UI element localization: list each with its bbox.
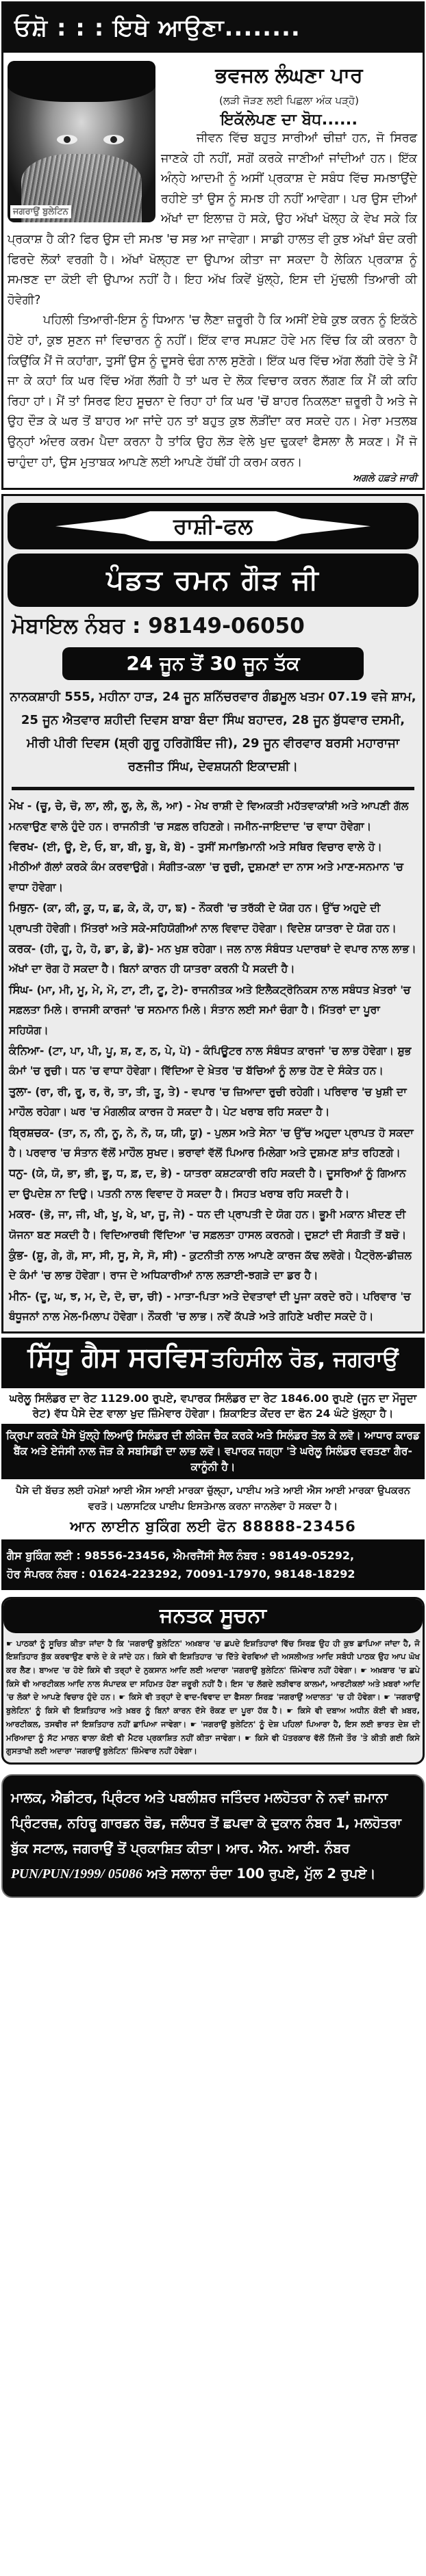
sign-text: - (ਹੀ, ਹੂ, ਹੇ, ਹੋ, ਡਾ, ਡੇ, ਡੋ)- ਮਨ ਖੁਸ਼ ਰਹੇਗਾ। ਜਲ ਨਾਲ ਸੰਬੰਧਤ ਪਦਾਰਥਾਂ ਦੇ ਵਪਾਰ ਨਾਲ ਲਾਭ। ਅੱਖਾਂ ਦਾ ਰੋਗ ਹੋ ਸਕਦਾ ਹੈ। ਬਿਨਾਂ ਕਾਰਨ ਹੀ ਯਾਤਰਾ ਕਰਨੀ ਪੈ ਸਕਦੀ ਹੈ। bbox=[9, 942, 416, 976]
gas-service-advertisement bbox=[1, 1338, 425, 1590]
mobile-number: 98149-06050 bbox=[148, 614, 305, 639]
zodiac-sign-dhanu bbox=[8, 1163, 418, 1204]
pointing-hand-icon: ☛ bbox=[6, 1639, 13, 1648]
zodiac-sign-singh bbox=[8, 980, 418, 1041]
newspaper-page bbox=[0, 1, 426, 1898]
pointing-hand-icon: ☛ bbox=[245, 1733, 252, 1743]
sign-name: ਬ੍ਰਿਸ਼ਚਕ bbox=[9, 1126, 50, 1139]
osho-portrait-image bbox=[8, 61, 155, 222]
sign-text: - (ਰਾ, ਰੀ, ਰੂ, ਰ, ਰੋ, ਤਾ, ਤੀ, ਤੂ, ਤੇ) - ਵਪਾਰ 'ਚ ਜ਼ਿਆਦਾ ਰੁਚੀ ਰਹੇਗੀ। ਪਰਿਵਾਰ 'ਚ ਖੁਸ਼ੀ ਦਾ ਮਾਹੌਲ ਰਹੇਗਾ। ਘਰ 'ਚ ਮੰਗਲੀਕ ਕਾਰਜ ਹੋ ਸਕਦਾ ਹੈ। ਪੇਟ ਖਰਾਬ ਰਹਿ ਸਕਦਾ ਹੈ। bbox=[9, 1085, 407, 1119]
zodiac-sign-meen bbox=[8, 1286, 418, 1327]
sign-text: - (ਦੂ, ਘ, ਝ, ਮ, ਦੇ, ਦੋ, ਚਾ, ਚੀ) - ਮਾਤਾ-ਪਿਤਾ ਅਤੇ ਦੇਵਤਾਵਾਂ ਦੀ ਪੂਜਾ ਕਰਦੇ ਰਹੋ। ਪਰਿਵਾਰ 'ਚ ਬੰਧੂਜਨਾਂ ਨਾਲ ਮੇਲ-ਮਿਲਾਪ ਹੋਵੇਗਾ। ਨੌਕਰੀ 'ਚ ਲਾਭ। ਨਵੇਂ ਕੱਪੜੇ ਅਤੇ ਗਹਿਣੇ ਖਰੀਦ ਸਕਦੇ ਹੋ। bbox=[9, 1290, 411, 1323]
notice-item: ਕਿਸੇ ਵੀ ਤਰ੍ਹਾਂ ਦੇ ਵਾਦ-ਵਿਵਾਦ ਦਾ ਫੈਸਲਾ ਸਿਰਫ਼ 'ਜਗਰਾਉਂ ਅਦਾਲਤ' 'ਚ ਹੀ ਹੋਵੇਗਾ। bbox=[128, 1692, 381, 1702]
public-notice-title: ਜਨਤਕ ਸੂਚਨਾ bbox=[3, 1599, 423, 1633]
notice-item: ਕਿਸੇ ਵੀ ਪੱਤਰਕਾਰ ਵੱਲੋਂ ਨਿੱਜੀ ਤੌਰ 'ਤੇ ਕੀਤੀ ਗਈ ਕਿਸੇ ਗੁਸਤਾਖੀ ਲਈ ਅਦਾਰਾ 'ਜਗਰਾਉਂ ਬੁਲੇਟਿਨ' ਜ਼ਿੰਮੇਵਾਰ ਨਹੀਂ ਹੋਵੇਗਾ। bbox=[6, 1732, 420, 1756]
section-divider bbox=[12, 787, 414, 790]
pointing-hand-icon: ☛ bbox=[118, 1693, 126, 1702]
sign-text: - (ਸ਼ੂ, ਗੇ, ਗੋ, ਸਾ, ਸੀ, ਸੂ, ਸੇ, ਸੋ, ਸੀ) - ਕੁਟਨੀਤੀ ਨਾਲ ਆਪਣੇ ਕਾਰਜ ਕੱਢ ਲਵੋਗੇ। ਪੈਟ੍ਰੋਲ-ਡੀਜ਼ਲ ਦੇ ਕੰਮਾਂ 'ਚ ਲਾਭ ਹੋਵੇਗਾ। ਰਾਜ ਦੇ ਅਧਿਕਾਰੀਆਂ ਨਾਲ ਲੜਾਈ-ਝਗੜੇ ਦਾ ਡਰ ਹੈ। bbox=[9, 1249, 412, 1282]
gas-service-heading bbox=[1, 1338, 425, 1388]
rni-number-bold: PUN/PUN bbox=[11, 1866, 70, 1882]
sign-name: ਕੁੰਭ bbox=[9, 1249, 24, 1262]
zodiac-sign-list bbox=[8, 796, 418, 1327]
osho-paragraph: ਪਹਿਲੀ ਤਿਆਰੀ-ਇਸ ਨੂੰ ਧਿਆਨ 'ਚ ਲੈਣਾ ਜ਼ਰੂਰੀ ਹੈ ਕਿ ਅਸੀਂ ਏਥੇ ਕੁਝ ਕਰਨ ਨੂੰ ਇਕੱਠੇ ਹੋਏ ਹਾਂ, ਕੁਝ ਸੁਣਨ ਜਾਂ ਵਿਚਾਰਨ ਨੂੰ ਨਹੀਂ। ਇੱਕ ਵਾਰ ਸਪਸ਼ਟ ਹੋਵੇ ਮਨ ਵਿੱਚ ਕਿ ਕੀ ਕਰਨਾ ਹੈ ਕਿਉਂਕਿ ਮੈਂ ਜੋ ਕਹਾਂਗਾ, ਤੁਸੀਂ ਉਸ ਨੂੰ ਦੂਸਰੇ ਢੰਗ ਨਾਲ ਸੁਣੋਗੇ। ਇੱਕ ਘਰ ਵਿੱਚ ਅੱਗ ਲੱਗੀ ਹੋਵੇ ਤੇ ਮੈਂ ਜਾ ਕੇ ਕਹਾਂ ਕਿ ਘਰ ਵਿੱਚ ਅੱਗ ਲੱਗੀ ਹੈ ਤਾਂ ਘਰ ਦੇ ਲੋਕ ਵਿਚਾਰ ਕਰਨ ਲੱਗਣ ਕਿ ਮੈਂ ਕੀ ਕਹਿ ਰਿਹਾ ਹਾਂ। ਮੈਂ ਤਾਂ ਸਿਰਫ ਇਹ ਸੂਚਨਾ ਦੇ ਰਿਹਾ ਹਾਂ ਕਿ ਘਰ 'ਚੋਂ ਬਾਹਰ ਨਿਕਲਣਾ ਜ਼ਰੂਰੀ ਹੈ ਅਤੇ ਜੇ ਉਹ ਦੌੜ ਕੇ ਘਰ ਤੋਂ ਬਾਹਰ ਆ ਜਾਂਦੇ ਹਨ ਤਾਂ ਬਹੁਤ ਕੁਝ ਲੋੜੀਂਦਾ ਕਰ ਸਕਦੇ ਹਨ। ਮੇਰਾ ਮਤਲਬ ਉਨ੍ਹਾਂ ਅੰਦਰ ਕਰਮ ਪੈਦਾ ਕਰਨਾ ਹੈ ਤਾਂਕਿ ਉਹ ਲੋੜ ਵੇਲੇ ਖੁਦ ਢੁਕਵਾਂ ਫੈਸਲਾ ਲੈ ਸਕਣ। ਮੈਂ ਜੋ ਚਾਹੁੰਦਾ ਹਾਂ, ਉਸ ਮੁਤਾਬਕ ਆਪਣੇ ਲਈ ਆਪਣੇ ਹੱਥੀਂ ਹੀ ਕਰਮ ਕਰਨ। bbox=[8, 313, 417, 469]
publisher-imprint bbox=[1, 1774, 425, 1898]
sign-text: - (ਟਾ, ਪਾ, ਪੀ, ਪੂ, ਸ਼, ਣ, ਠ, ਪੇ, ਪੋ) - ਕੰਪਿਊਟਰ ਨਾਲ ਸੰਬੰਧਤ ਕਾਰਜਾਂ 'ਚ ਲਾਭ ਹੋਵੇਗਾ। ਸ਼ੁਭ ਕੰਮਾਂ 'ਚ ਰੁਚੀ। ਧਨ 'ਚ ਵਾਧਾ ਹੋਵੇਗਾ। ਵਿੱਦਿਆ ਦੇ ਖ਼ੇਤਰ 'ਚ ਬੱਚਿਆਂ ਨੂੰ ਲਾਭ ਹੋਣ ਦੇ ਸੰਕੇਤ ਹਨ। bbox=[9, 1044, 412, 1078]
imprint-text: ਮਾਲਕ, ਐਡੀਟਰ, ਪ੍ਰਿੰਟਰ ਅਤੇ ਪਬਲੀਸ਼ਰ ਜਤਿੰਦਰ ਮਲਹੋਤਰਾ ਨੇ ਨਵਾਂ ਜ਼ਮਾਨਾ ਪ੍ਰਿੰਟਰਜ਼, ਨਹਿਰੂ ਗਾਰਡਨ ਰੋਡ, ਜਲੰਧਰ ਤੋਂ ਛਪਵਾ ਕੇ ਦੁਕਾਨ ਨੰਬਰ 1, ਮਲਹੋਤਰਾ ਬੁੱਕ ਸਟਾਲ, ਜਗਰਾਉਂ ਤੋਂ ਪ੍ਰਕਾਸ਼ਿਤ ਕੀਤਾ। ਆਰ. ਐਨ. ਆਈ. ਨੰਬਰ bbox=[11, 1789, 401, 1856]
gas-service-name: ਸਿੱਧੂ ਗੈਸ ਸਰਵਿਸ bbox=[27, 1341, 208, 1373]
gas-service-location: ਤਹਿਸੀਲ ਰੋਡ, ਜਗਰਾਉਂ bbox=[211, 1345, 399, 1372]
pointing-hand-icon: ☛ bbox=[190, 1719, 197, 1729]
zodiac-sign-mithun bbox=[8, 898, 418, 939]
zodiac-sign-tula bbox=[8, 1082, 418, 1123]
osho-column-header: ਓਸ਼ੋ : : : ਇਥੇ ਆਉਣਾ........ bbox=[3, 3, 423, 53]
cap-shape bbox=[8, 61, 155, 102]
pointing-hand-icon: ☛ bbox=[360, 1666, 368, 1676]
customer-advice: ਕ੍ਰਿਪਾ ਕਰਕੇ ਪੈਸੇ ਖੁੱਲ੍ਹੇ ਲਿਆਉ ਸਿਲੰਡਰ ਦੀ ਲੀਕੇਜ ਚੈਕ ਕਰਕੇ ਅਤੇ ਸਿਲੰਡਰ ਤੋਲ ਕੇ ਲਵੋ। ਆਧਾਰ ਕਾਰਡ ਬੈਂਕ ਅਤੇ ਏਜੰਸੀ ਨਾਲ ਜੋੜ ਕੇ ਸਬਸਿਡੀ ਦਾ ਲਾਭ ਲਵੋ। ਵਪਾਰਕ ਜਗ੍ਹਾ 'ਤੇ ਘਰੇਲੂ ਸਿਲੰਡਰ ਵਰਤਣਾ ਗੈਰ-ਕਾਨੂੰਨੀ ਹੈ। bbox=[5, 1429, 421, 1473]
sign-name: ਮਕਰ bbox=[9, 1208, 32, 1221]
astrologer-name: ਪੰਡਤ ਰਮਨ ਗੌੜ ਜੀ bbox=[8, 554, 418, 607]
sign-text: - (ਈ, ਊ, ਏ, ਓ, ਬਾ, ਬੀ, ਬੂ, ਬੇ, ਬੋ) - ਤੁਸੀਂ ਸਮਾਭਿਮਾਨੀ ਅਤੇ ਸਥਿਰ ਵਿਚਾਰ ਵਾਲੇ ਹੋ। ਮੀਠੀਆਂ ਗੱਲਾਂ ਕਰਕੇ ਕੰਮ ਕਰਵਾਉਗੇ। ਸੰਗੀਤ-ਕਲਾ 'ਚ ਰੁਚੀ, ਦੁਸ਼ਮਣਾਂ ਦਾ ਨਾਸ ਅਤੇ ਮਾਣ-ਸਨਮਾਨ 'ਚ ਵਾਧਾ ਹੋਵੇਗਾ। bbox=[9, 840, 403, 894]
mobile-label: ਮੋਬਾਇਲ ਨੰਬਰ : bbox=[12, 614, 141, 639]
osho-article-title: ਭਵਜਲ ਲੰਘਣਾ ਪਾਰ bbox=[215, 64, 363, 88]
sign-name: ਕੰਨਿਆ bbox=[9, 1043, 40, 1057]
sign-text: - (ਯੇ, ਯੋ, ਭਾ, ਭੀ, ਭੂ, ਧ, ਫ਼, ਦ, ਭੇ) - ਯਾਤਰਾ ਕਸ਼ਟਕਾਰੀ ਰਹਿ ਸਕਦੀ ਹੈ। ਦੂਸਰਿਆਂ ਨੂੰ ਗਿਆਨ ਦਾ ਉਪਦੇਸ਼ ਨਾ ਦਿਉ। ਪਤਨੀ ਨਾਲ ਵਿਵਾਦ ਹੋ ਸਕਦਾ ਹੈ। ਸਿਹਤ ਖਰਾਬ ਰਹਿ ਸਕਦੀ ਹੈ। bbox=[9, 1167, 406, 1200]
sign-name: ਵਿਰਖ bbox=[9, 840, 34, 853]
public-notice bbox=[1, 1597, 425, 1765]
notice-item: 'ਜਗਰਾਉਂ ਬੁਲੇਟਿਨ' ਨੂੰ ਕਿਸੇ ਵੀ ਇਸ਼ਤਿਹਾਰ ਅਤੇ ਖ਼ਬਰ ਨੂੰ ਬਿਨਾਂ ਕਾਰਨ ਦੱਸੇ ਰੋਕਣ ਦਾ ਪੂਰਾ ਹੱਕ ਹੈ। bbox=[6, 1692, 420, 1716]
zodiac-sign-karak bbox=[8, 939, 418, 980]
osho-column-body bbox=[3, 53, 423, 488]
cylinder-rates: ਘਰੇਲੂ ਸਿਲੰਡਰ ਦਾ ਰੇਟ 1129.00 ਰੁਪਏ, ਵਪਾਰਕ ਸਿਲੰਡਰ ਦਾ ਰੇਟ 1846.00 ਰੁਪਏ (ਜੂਨ ਦਾ ਮੌਜੂਦਾ ਰੇਟ) ਵੱਧ ਪੈਸੇ ਦੇਣ ਵਾਲਾ ਖੁਦ ਜ਼ਿੰਮੇਵਾਰ ਹੋਵੇਗਾ। ਸ਼ਿਕਾਇਤ ਕੇਂਦਰ ਦਾ ਫੋਨ 24 ਘੰਟੇ ਖੁੱਲ੍ਹਾ ਹੈ। bbox=[1, 1388, 425, 1424]
contact-numbers bbox=[1, 1539, 425, 1583]
zodiac-sign-virakh bbox=[8, 837, 418, 898]
zodiac-sign-kanya bbox=[8, 1041, 418, 1082]
sign-text: - (ਭੋ, ਜਾ, ਜੀ, ਖੀ, ਖੂ, ਖੇ, ਖਾ, ਜੂ, ਜੇ) - ਧਨ ਦੀ ਪ੍ਰਾਪਤੀ ਦੇ ਯੋਗ ਹਨ। ਭੂਮੀ ਮਕਾਨ ਖ਼ੀਦਣ ਦੀ ਯੋਜਨਾ ਬਣ ਸਕਦੀ ਹੈ। ਵਿਦਿਆਰਥੀ ਵਿੱਦਿਆ 'ਚ ਸਫ਼ਲਤਾ ਹਾਸਲ ਕਰਨਗੇ। ਦੁਸ਼ਟਾਂ ਦੀ ਸੰਗਤੀ ਤੋਂ ਬਚੋ। bbox=[9, 1208, 407, 1241]
astrologer-mobile bbox=[12, 614, 418, 639]
calendar-events: ਨਾਨਕਸ਼ਾਹੀ 555, ਮਹੀਨਾ ਹਾੜ, 24 ਜੂਨ ਸ਼ਨਿੱਚਰਵਾਰ ਗੰਡਮੂਲ ਖਤਮ 07.19 ਵਜੇ ਸ਼ਾਮ, 25 ਜੂਨ ਐਤਵਾਰ ਸ਼ਹੀਦੀ ਦਿਵਸ ਬਾਬਾ ਬੰਦਾ ਸਿੰਘ ਬਹਾਦਰ, 28 ਜੂਨ ਬੁੱਧਵਾਰ ਦਸਮੀ, ਮੀਰੀ ਪੀਰੀ ਦਿਵਸ (ਸ਼੍ਰੀ ਗੁਰੂ ਹਰਿਗੋਬਿੰਦ ਜੀ), 29 ਜੂਨ ਵੀਰਵਾਰ ਬਰਸੀ ਮਹਾਰਾਜਾ ਰਣਜੀਤ ਸਿੰਘ, ਦੇਵਸ਼ਯਨੀ ਇਕਾਦਸ਼ੀ। bbox=[10, 690, 416, 775]
pointing-hand-icon: ☛ bbox=[384, 1693, 391, 1702]
notice-item: 'ਜਗਰਾਉਂ ਬੁਲੇਟਿਨ' ਨੂੰ ਦੇਸ਼ ਪਹਿਲਾਂ ਪਿਆਰਾ ਹੈ, ਇਸ ਲਈ ਭਾਰਤ ਦੇਸ਼ ਦੀ ਮਰਿਆਦਾ ਨੂੰ ਸੱਟ ਮਾਰਨ ਵਾਲਾ ਕੋਈ ਵੀ ਮੈਟਰ ਪ੍ਰਕਾਸ਼ਿਤ ਨਹੀਂ ਕੀਤਾ ਜਾਵੇਗਾ। bbox=[6, 1719, 420, 1743]
zodiac-sign-makar bbox=[8, 1204, 418, 1245]
left-eye-shape bbox=[57, 135, 77, 144]
public-notice-text bbox=[3, 1633, 423, 1762]
sign-text: - (ਤਾ, ਨ, ਨੀ, ਨੂ, ਨੇ, ਨੋ, ਯ, ਯੀ, ਯੂ) - ਪੁਲਸ ਅਤੇ ਸੇਨਾ 'ਚ ਉੱਚ ਅਹੁਦਾ ਪ੍ਰਾਪਤ ਹੋ ਸਕਦਾ ਹੈ। ਪਰਵਾਰ 'ਚ ਸੰਤਾਨ ਵੱਲੋਂ ਮਾਹੌਲ ਸੁਖਦ। ਭਰਾਵਾਂ ਵੱਲੋਂ ਪਿਆਰ ਮਿਲੇਗਾ ਅਤੇ ਦੁਸ਼ਮਣ ਸ਼ਾਂਤ ਰਹਿਣਗੇ। bbox=[9, 1126, 414, 1159]
notice-item: ਕਿਸੇ ਵੀ ਦਬਾਅ ਅਧੀਨ ਕੋਈ ਵੀ ਖ਼ਬਰ, ਆਰਟੀਕਲ, ਤਸਵੀਰ ਜਾਂ ਇਸ਼ਤਿਹਾਰ ਨਹੀਂ ਛਾਪਿਆ ਜਾਵੇਗਾ। bbox=[6, 1706, 420, 1729]
notice-item: ਪਾਠਕਾਂ ਨੂੰ ਸੂਚਿਤ ਕੀਤਾ ਜਾਂਦਾ ਹੈ ਕਿ 'ਜਗਰਾਉਂ ਬੁਲੇਟਿਨ' ਅਖ਼ਬਾਰ 'ਚ ਛਪਦੇ ਇਸ਼ਤਿਹਾਰਾਂ ਵਿੱਚ ਸਿਰਫ਼ ਉਹ ਹੀ ਕੁਝ ਛਾਪਿਆ ਜਾਂਦਾ ਹੈ, ਜੋ ਇਸ਼ਤਿਹਾਰ ਬੁੱਕ ਕਰਵਾਉਣ ਵਾਲੇ ਦੇ ਕੇ ਜਾਂਦੇ ਹਨ। ਕਿਸੇ ਵੀ ਇਸ਼ਤਿਹਾਰ 'ਚ ਦਿੱਤੇ ਵੇਰਵਿਆਂ ਦੀ ਅਸਲੀਅਤ ਆਦਿ ਸਬੰਧੀ ਪਾਠਕ ਉਹ ਆਪ ਘੋਖ ਕਰ ਲੈਣ। ਬਾਅਦ 'ਚ ਹੋਏ ਕਿਸੇ ਵੀ ਤਰ੍ਹਾਂ ਦੇ ਨੁਕਸਾਨ ਆਦਿ ਲਈ ਅਦਾਰਾ 'ਜਗਰਾਉਂ ਬੁਲੇਟਿਨ' ਜ਼ਿੰਮੇਵਾਰ ਨਹੀਂ ਹੋਵੇਗਾ। bbox=[6, 1638, 420, 1676]
right-eye-shape bbox=[103, 135, 124, 144]
sign-text: - (ਚੂ, ਚੇ, ਚੋ, ਲਾ, ਲੀ, ਲੂ, ਲੇ, ਲੋ, ਆ) - ਮੇਖ ਰਾਸ਼ੀ ਦੇ ਵਿਅਕਤੀ ਮਹੱਤਵਾਕਾਂਸ਼ੀ ਅਤੇ ਆਪਣੀ ਗੱਲ ਮਨਵਾਉਣ ਵਾਲੇ ਹੁੰਦੇ ਹਨ। ਰਾਜਨੀਤੀ 'ਚ ਸਫ਼ਲ ਰਹਿਣਗੇ। ਜਮੀਨ-ਜਾਇਦਾਦ 'ਚ ਵਾਧਾ ਹੋਵੇਗਾ। bbox=[9, 800, 409, 833]
horoscope-section bbox=[1, 494, 425, 1333]
horoscope-title: ਰਾਸ਼ੀ-ਫਲ bbox=[173, 512, 253, 539]
sign-name: ਤੁਲਾ bbox=[9, 1084, 27, 1098]
contact-line: ਹੋਰ ਸੰਪਰਕ ਨੰਬਰ : 01624-223292, 70091-17970, 98148-18292 bbox=[7, 1567, 355, 1580]
imprint-text: ਅਤੇ ਸਲਾਨਾ ਚੰਦਾ 100 ਰੁਪਏ, ਮੁੱਲ 2 ਰੁਪਏ। bbox=[142, 1865, 376, 1882]
continued-next-week: ਅਗਲੇ ਹਫ਼ਤੇ ਜਾਰੀ bbox=[353, 473, 417, 484]
zodiac-sign-kumbh bbox=[8, 1245, 418, 1286]
sign-name: ਮੇਖ bbox=[9, 799, 24, 813]
safety-text: ਪੈਸੇ ਦੀ ਬੱਚਤ ਲਈ ਹਮੇਸ਼ਾਂ ਆਈ ਐਸ ਆਈ ਮਾਰਕਾ ਚੁੱਲ੍ਹਾ, ਪਾਈਪ ਅਤੇ ਆਈ ਐਸ ਆਈ ਮਾਰਕਾ ਉਪਕਰਨ ਵਰਤੋ। ਪਲਾਸਟਿਕ ਪਾਈਪ ਇਸਤੇਮਾਲ ਕਰਨਾ ਜਾਨਲੇਵਾ ਹੋ ਸਕਦਾ ਹੈ। bbox=[16, 1485, 410, 1512]
pointing-hand-icon: ☛ bbox=[286, 1706, 294, 1716]
rni-number-rest: /1999/ 05086 bbox=[69, 1866, 142, 1882]
newspaper-watermark-logo: ਜਗਰਾਉਂ ਬੁਲੇਟਿਨ bbox=[10, 205, 71, 218]
sign-name: ਕਰਕ bbox=[9, 941, 32, 955]
osho-paragraph: ਜੀਵਨ ਵਿੱਚ ਬਹੁਤ ਸਾਰੀਆਂ ਚੀਜ਼ਾਂ ਹਨ, ਜੋ ਸਿਰਫ ਜਾਣਕੇ ਹੀ ਨਹੀਂ, ਸਗੋਂ ਕਰਕੇ ਜਾਣੀਆਂ ਜਾਂਦੀਆਂ ਹਨ। ਇੱਕ ਅੰਨ੍ਹੇ ਆਦਮੀ ਨੂੰ ਅਸੀਂ ਪ੍ਰਕਾਸ਼ ਦੇ ਸਬੰਧ ਵਿੱਚ ਸਮਝਾਉਂਦੇ ਰਹੀਏ ਤਾਂ ਉਸ ਨੂੰ ਸਮਝ ਹੀ ਨਹੀਂ ਆਵੇਗਾ। ਪਰ ਉਸ ਦੀਆਂ ਅੱਖਾਂ ਦਾ ਇਲਾਜ਼ ਹੋ ਸਕੇ, ਉਹ ਅੱਖਾਂ ਖੋਲ੍ਹ ਕੇ ਵੇਖ ਸਕੇ ਕਿ ਪ੍ਰਕਾਸ਼ ਹੈ ਕੀ? ਫਿਰ ਉਸ ਦੀ ਸਮਝ 'ਚ ਸਭ ਆ ਜਾਵੇਗਾ। ਸਾਡੀ ਹਾਲਤ ਵੀ ਕੁਝ ਅੱਖਾਂ ਬੰਦ ਕਰੀ ਫਿਰਦੇ ਲੋਕਾਂ ਵਰਗੀ ਹੈ। ਅੱਖਾਂ ਖੋਲ੍ਹਣ ਦਾ ਉਪਾਅ ਕੀਤਾ ਜਾ ਸਕਦਾ ਹੈ ਲੇਕਿਨ ਪ੍ਰਕਾਸ਼ ਨੂੰ ਸਮਝਣ ਦਾ ਕੋਈ ਵੀ ਉਪਾਅ ਨਹੀਂ ਹੈ। ਇਹ ਅੱਖ ਕਿਵੇਂ ਖੁੱਲ੍ਹੇ, ਇਸ ਦੀ ਮੁੱਢਲੀ ਤਿਆਰੀ ਕੀ ਹੋਵੇਗੀ? bbox=[8, 131, 417, 307]
sign-name: ਸਿੰਘ bbox=[9, 983, 29, 996]
notice-item: ਅਖ਼ਬਾਰ 'ਚ ਛਪੇ ਕਿਸੇ ਵੀ ਆਰਟੀਕਲ ਆਦਿ ਨਾਲ ਸੰਪਾਦਕ ਦਾ ਸਹਿਮਤ ਹੋਣਾ ਜ਼ਰੂਰੀ ਨਹੀਂ ਹੈ। ਇਸ 'ਚ ਲੱਗਦੇ ਲੜੀਵਾਰ ਕਾਲਮਾਂ, ਆਰਟੀਕਲਾਂ ਅਤੇ ਖ਼ਬਰਾਂ ਆਦਿ 'ਚ ਲੋਕਾਂ ਦੇ ਆਪਣੇ ਵਿਚਾਰ ਹੁੰਦੇ ਹਨ। bbox=[6, 1665, 421, 1702]
zodiac-sign-brishchak bbox=[8, 1123, 418, 1164]
online-booking-phone: ਆਨ ਲਾਈਨ ਬੁਕਿੰਗ ਲਈ ਫੋਨ 88888-23456 bbox=[70, 1518, 356, 1535]
sign-name: ਮਿਥੁਨ bbox=[9, 901, 34, 915]
contact-line: ਗੈਸ ਬੁਕਿੰਗ ਲਈ : 98556-23456, ਐਮਰਜੈਂਸੀ ਸੈਲ ਨੰਬਰ : 98149-05292, bbox=[7, 1548, 355, 1562]
osho-section-title: ਇਕੱਲੇਪਣ ਦਾ ਬੋਧ...... bbox=[220, 111, 358, 129]
sign-text: - (ਮਾ, ਮੀ, ਮੂ, ਮੇ, ਮੋ, ਟਾ, ਟੀ, ਟੂ, ਟੇ)- ਰਾਜਨੀਤਕ ਅਤੇ ਇਲੈਕਟ੍ਰੋਨਿਕਸ ਨਾਲ ਸਬੰਧਤ ਖ਼ੇਤਰਾਂ 'ਚ ਸਫ਼ਲਤਾ ਮਿਲੇ। ਰਾਜਸੀ ਕਾਰਜਾਂ 'ਚ ਸਨਮਾਨ ਮਿਲੇ। ਸੰਤਾਨ ਲਈ ਸਮਾਂ ਚੰਗਾ ਹੈ। ਮਿੱਤਰਾਂ ਦਾ ਪੂਰਾ ਸਹਿਯੋਗ। bbox=[9, 983, 411, 1037]
osho-column bbox=[1, 1, 425, 490]
sign-text: - (ਕਾ, ਕੀ, ਕੂ, ਧ, ਛ, ਕੇ, ਕੋ, ਹਾ, ਙ) - ਨੌਕਰੀ 'ਚ ਤਰੱਕੀ ਦੇ ਯੋਗ ਹਨ। ਉੱਚ ਅਹੁਦੇ ਦੀ ਪ੍ਰਾਪਤੀ ਹੋਵੇਗੀ। ਮਿੱਤਰਾਂ ਅਤੇ ਸਕੇ-ਸਹਿਯੋਗੀਆਂ ਨਾਲ ਵਿਵਾਦ ਹੋਵੇਗਾ। ਵਿਦੇਸ਼ ਯਾਤਰਾ ਦੇ ਯੋਗ ਹਨ। bbox=[9, 902, 397, 935]
zodiac-sign-mesh bbox=[8, 796, 418, 837]
osho-series-note: (ਲੜੀ ਜੋੜਣ ਲਈ ਪਿਛਲਾ ਅੰਕ ਪੜ੍ਹੋ) bbox=[219, 94, 359, 107]
horoscope-banner bbox=[8, 503, 418, 549]
safety-info bbox=[1, 1479, 425, 1539]
sign-name: ਧਨੁ bbox=[9, 1167, 23, 1180]
horoscope-date-range: 24 ਜੂਨ ਤੋਂ 30 ਜੂਨ ਤੱਕ bbox=[62, 647, 364, 680]
sign-name: ਮੀਨ bbox=[9, 1289, 27, 1303]
